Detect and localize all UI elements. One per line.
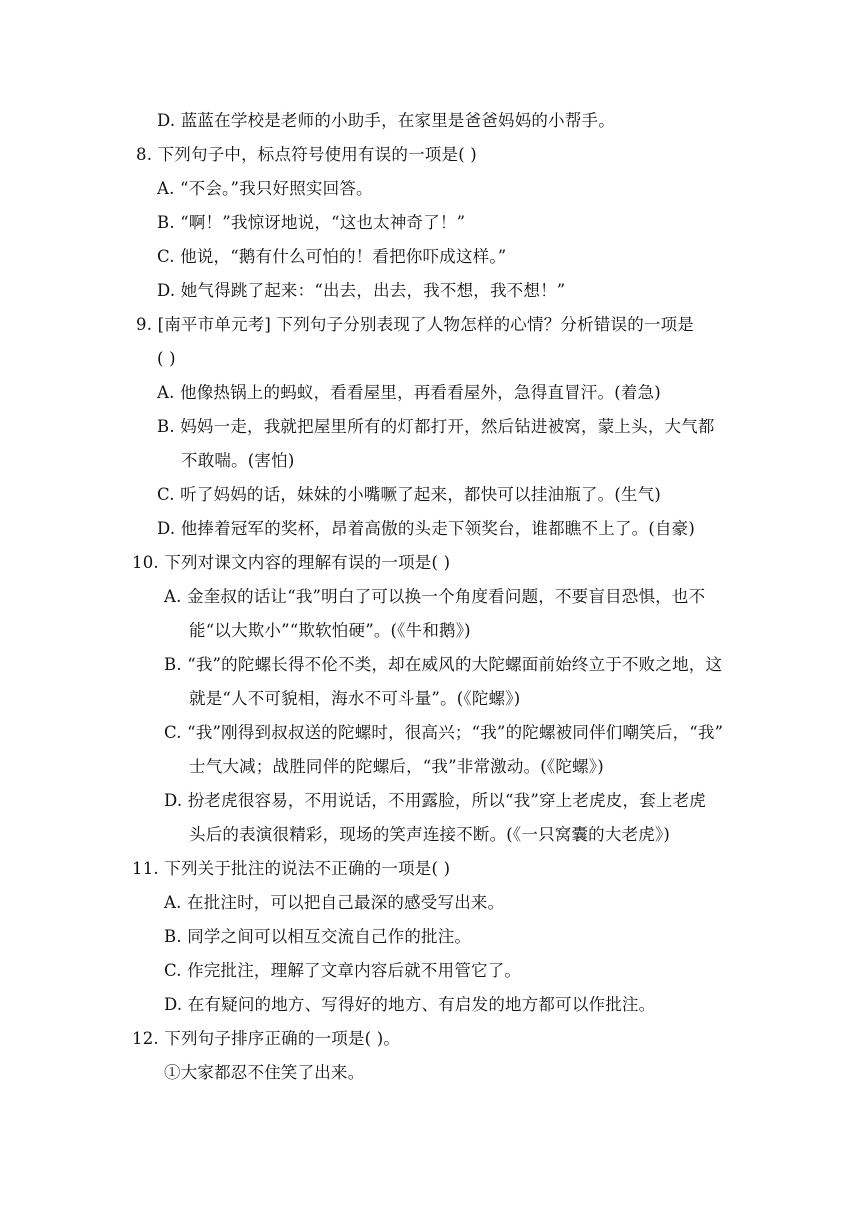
question-9: 9. [南平市单元考] 下列句子分别表现了人物怎样的心情？分析错误的一项是 [136,315,695,334]
q10-option-a: A. 金奎叔的话让“我”明白了可以换一个角度看问题，不要盲目恐惧，也不 [164,587,706,606]
q11-option-d: D. 在有疑问的地方、写得好的地方、有启发的地方都可以作批注。 [164,995,656,1014]
q9-option-c: C. 听了妈妈的话，妹妹的小嘴噘了起来，都快可以挂油瓶了。(生气) [157,485,662,504]
q10-option-d-continued: 头后的表演很精彩，现场的笑声连接不断。(《一只窝囊的大老虎》) [189,825,671,844]
q10-option-d: D. 扮老虎很容易，不用说话，不用露脸，所以“我”穿上老虎皮，套上老虎 [164,791,707,810]
q11-option-c: C. 作完批注，理解了文章内容后就不用管它了。 [164,961,522,980]
q9-option-b-continued: 不敢喘。(害怕) [181,451,295,470]
question-11: 11. 下列关于批注的说法不正确的一项是( ) [132,859,451,878]
q8-option-b: B. “啊！”我惊讶地说，“这也太神奇了！” [157,213,466,232]
q10-option-a-continued: 能“以大欺小”“欺软怕硬”。(《牛和鹅》) [189,621,471,640]
q10-option-c: C. “我”刚得到叔叔送的陀螺时，很高兴；“我”的陀螺被同伴们嘲笑后，“我” [164,723,724,742]
question-8: 8. 下列句子中，标点符号使用有误的一项是( ) [136,145,477,164]
question-10: 10. 下列对课文内容的理解有误的一项是( ) [132,553,451,572]
q10-option-b-continued: 就是“人不可貌相，海水不可斗量”。(《陀螺》) [189,689,521,708]
q8-option-c: C. 他说，“鹅有什么可怕的！看把你吓成这样。” [157,247,507,266]
q12-sentence-1: ①大家都忍不住笑了出来。 [164,1063,365,1082]
q9-option-a: A. 他像热锅上的蚂蚁，看看屋里，再看看屋外，急得直冒汗。(着急) [157,383,661,402]
q11-option-a: A. 在批注时，可以把自己最深的感受写出来。 [164,893,505,912]
q8-option-a: A. “不会。”我只好照实回答。 [157,179,373,198]
q9-option-d: D. 他捧着冠军的奖杯，昂着高傲的头走下领奖台，谁都瞧不上了。(自豪) [157,519,696,538]
q10-option-b: B. “我”的陀螺长得不伦不类，却在威风的大陀螺面前始终立于不败之地，这 [164,655,723,674]
q7-option-d: D. 蓝蓝在学校是老师的小助手，在家里是爸爸妈妈的小帮手。 [157,111,615,130]
question-9-answer-blank: ( ) [157,349,176,368]
q8-option-d: D. 她气得跳了起来：“出去，出去，我不想，我不想！” [157,281,566,300]
q9-option-b: B. 妈妈一走，我就把屋里所有的灯都打开，然后钻进被窝，蒙上头，大气都 [157,417,715,436]
q11-option-b: B. 同学之间可以相互交流自己作的批注。 [164,927,472,946]
q10-option-c-continued: 士气大减；战胜同伴的陀螺后，“我”非常激动。(《陀螺》) [189,757,604,776]
question-12: 12. 下列句子排序正确的一项是( )。 [132,1029,401,1048]
